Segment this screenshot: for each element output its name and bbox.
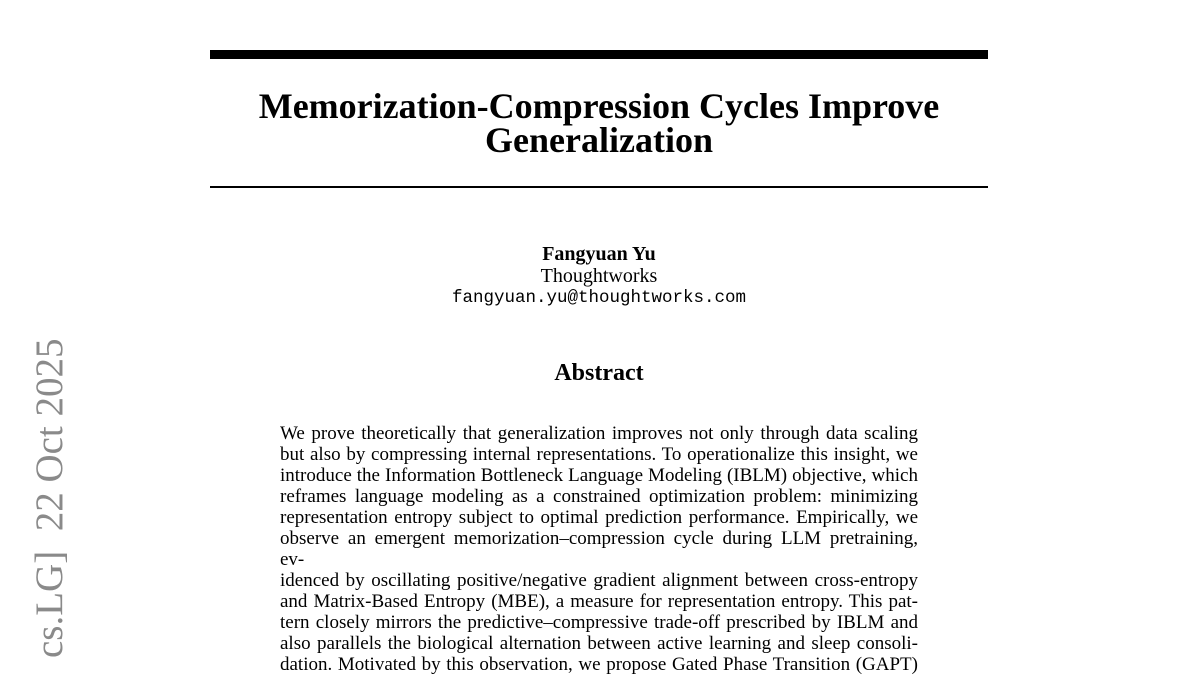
title-rule-bottom (210, 186, 988, 188)
abstract-line: reframes language modeling as a constrained optimization problem: minimizing (280, 486, 918, 507)
abstract-line: introduce the Information Bottleneck Language Modeling (IBLM) objective, which (280, 465, 918, 486)
abstract-line: also parallels the biological alternation between active learning and sleep consoli- (280, 633, 918, 654)
paper-title-line1: Memorization-Compression Cycles Improve (258, 86, 940, 126)
author-name: Fangyuan Yu (542, 243, 656, 265)
abstract-line: idenced by oscillating positive/negative gradient alignment between cross-entropy (280, 570, 918, 591)
abstract-body (280, 423, 918, 675)
abstract-line: but also by compressing internal representations. To operationalize this insight, we (280, 444, 918, 465)
paper-content (210, 0, 988, 675)
author-email: fangyuan.yu@thoughtworks.com (451, 288, 747, 308)
abstract-line: dation. Motivated by this observation, we propose Gated Phase Transition (GAPT) (280, 654, 918, 675)
abstract-line: and Matrix-Based Entropy (MBE), a measure for representation entropy. This pat- (280, 591, 918, 612)
abstract-line: We prove theoretically that generalization improves not only through data scaling (280, 423, 918, 444)
abstract-heading: Abstract (554, 360, 644, 386)
arxiv-watermark: cs.LG] 22 Oct 2025 (28, 338, 71, 658)
paper-title-line2: Generalization (485, 120, 713, 160)
paper-title (210, 86, 988, 160)
title-rule-top (210, 50, 988, 59)
abstract-line: representation entropy subject to optimal prediction performance. Empirically, we (280, 507, 918, 528)
author-affiliation: Thoughtworks (540, 265, 658, 287)
author-block (210, 243, 988, 308)
abstract-line: observe an emergent memorization–compression cycle during LLM pretraining, ev- (280, 528, 918, 570)
abstract-line: tern closely mirrors the predictive–compressive trade-off prescribed by IBLM and (280, 612, 918, 633)
